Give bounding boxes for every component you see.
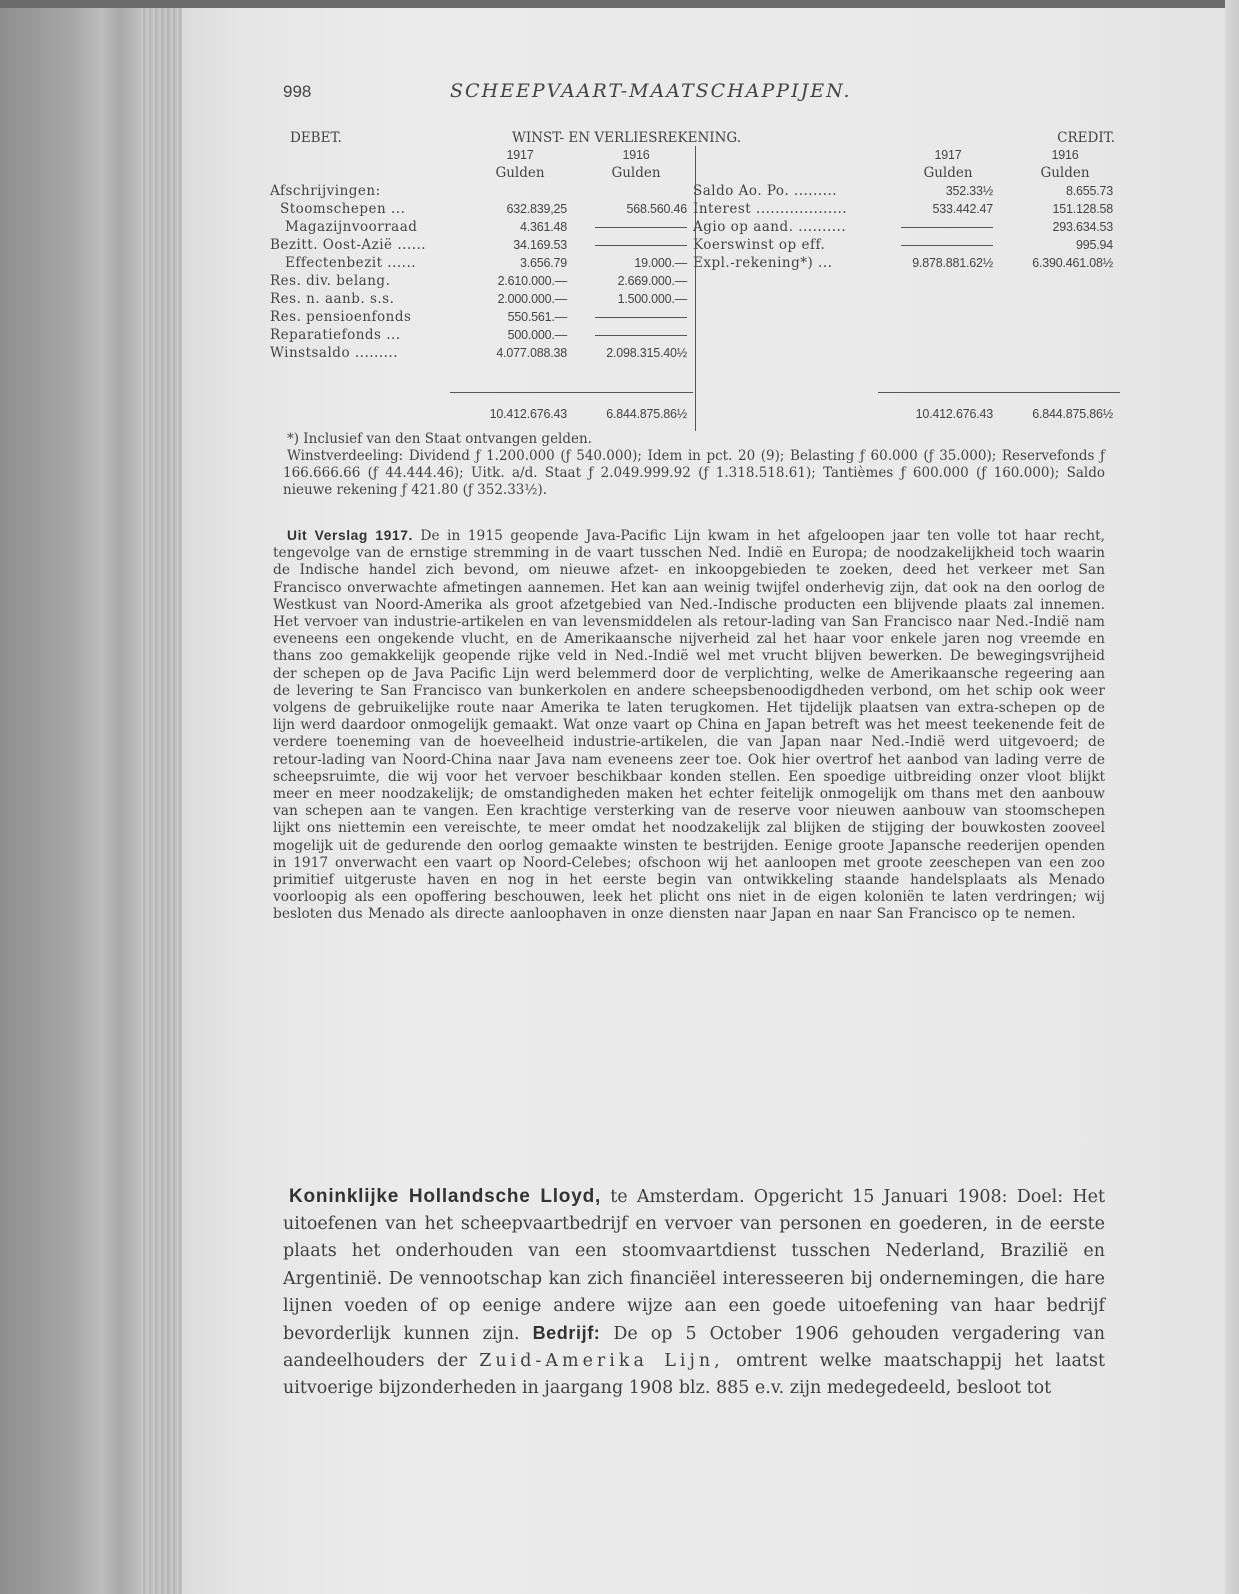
company-description: te Amsterdam. Opgericht 15 Januari 1908: Doel: Het uitoefenen van het scheepvaartbedrijf en vervoer van personen en goederen, in de eerste plaats het onderhouden van een stoomvaartdienst tusschen Nederland, Brazilië en Argentinië. De vennootschap kan zich financiëel interesseeren bij ondernemingen, die hare lijnen voeden of op eenige andere wijze aan een goede uitoefening van haar bedrijf bevorderlijk kunnen zijn.	[283, 1187, 1105, 1345]
zuid-amerika-lijn: Zuid-Amerika Lijn,	[479, 1351, 724, 1372]
page-number: 998	[283, 82, 312, 101]
footnote-block	[283, 431, 1105, 499]
credit-unit-1916: Gulden	[1040, 165, 1090, 181]
bedrijf-label: Bedrijf:	[532, 1323, 601, 1344]
report-1917-paragraph	[273, 527, 1105, 924]
credit-unit-1917: Gulden	[923, 165, 973, 181]
empty-dash	[595, 317, 687, 318]
report-text: De in 1915 geopende Java-Pacific Lijn kwam in het afgeloopen jaar ten volle tot haar recht, tengevolge van de ernstige stremming in de vaart tusschen Ned. Indië en Europa; de noodzakelijkheid toch waarin de Indische handel zich bevond, om nieuwe afzet- en inkoopgebieden te zoeken, deed het verkeer met San Francisco onverwachte afmetingen aannemen. Het kan aan weinig twijfel onderhevig zijn, dat ook na den oorlog de Westkust van Noord-Amerika als groot afzetgebied van Ned.-Indische producten een blijvende plaats zal innemen. Het vervoer van industrie-artikelen en van levensmiddelen als retour-lading van San Francisco naar Ned.-Indië nam eveneens een ongekende vlucht, en de Amerikaansche nijverheid zal het haar voor enkele jaren nog vreemde en thans zoo gemakkelijk geopende rijke veld in Ned.-Indië wel met vrucht blijven bewerken. De bewegingsvrijheid der schepen op de Java Pacific Lijn werd belemmerd door de verplichting, welke de Amerikaansche regeering aan de levering te San Francisco van bunkerkolen en andere scheepsbenoodigdheden verbond, om het schip ook weer volgens de gebruikelijke route naar Amerika te laten terugkomen. Het tijdelijk plaatsen van extra-schepen op de lijn werd daardoor onmogelijk gemaakt. Wat onze vaart op China en Japan betreft was het meest teekenende feit de verdere toeneming van de hoeveelheid industrie-artikelen, die van Japan naar Ned.-Indië werd uitgevoerd; de retour-lading van Noord-China naar Java nam eveneens zeer toe. Ook hier overtrof het aanbod van lading verre de scheepsruimte, die wij voor het vervoer beschikbaar konden stellen. Een spoedige uitbreiding onzer vloot blijkt meer en meer noodzakelijk; de omstandigheden maken het echter feitelijk onmogelijk om thans met den aanbouw van schepen aan te vangen. Een krachtige versterking van de reserve voor nieuwen aanbouw van stoomschepen lijkt ons niettemin een vereischte, te meer omdat het noodzakelijk zal blijken de stijging der bouwkosten zooveel mogelijk uit de gedurende den oorlog gemaakte winsten te bestrijden. Eenige groote Japansche reederijen openden in 1917 onverwacht een vaart op Noord-Celebes; ofschoon wij het aanloopen met groote zeeschepen van een zoo primitief uitgeruste haven en nog in het eerste begin van ontwikkeling staande handelsplaats als Menado voorloopig als een opoffering beschouwen, leek het plicht ons niet in de eigen koloniën te laten verdringen; wij besloten dus Menado als directe aanloophaven in onze diensten naar Japan en naar San Francisco op te nemen.	[273, 528, 1106, 923]
book-top-edge	[0, 0, 1239, 8]
profit-loss-account: DEBET. WINST- EN VERLIESREKENING. CREDIT. 1917 1916 Gulden Gulden 1917 1916 Gulden Gulden Afschrijvingen: Stoomschepen ... 632.839,25 568.560.46 Magazijnvoorraad 4.361.48 Bezitt. Oost-Azië ...... 34.169.53 Effectenbezit ...... 3.656.79 19.000.— Res. div. belang. 2.610.000.— 2.669.000.— Res. n. aanb. s.s. 2.000.000.— 1.500.000.— Res. pensioenfonds 550.561.— Reparatiefonds ... 500.000.— Winstsaldo ......... 4.077.088.38 2.098.315.40½ Saldo Ao. Po. ......... 352.33½ 8.655.73 Interest ................... 533.442.47 151.128.58 Agio op aand. .......... 293.634.53 Koerswinst op eff. 995.94 Expl.-rekening*) ... 9.878.881.62½ 6.390.461.08½ 10.412.676.43 6.844.875.86½ 10.412.676.43 6.844.875.86½	[270, 130, 1120, 148]
debet-unit-1917: Gulden	[495, 165, 545, 181]
credit-year-1916: 1916	[1051, 148, 1079, 162]
empty-dash	[595, 227, 687, 228]
profit-distribution: Winstverdeeling: Dividend ƒ 1.200.000 (ƒ 540.000); Idem in pct. 20 (9); Belasting ƒ 60.000 (ƒ 35.000); Reservefonds ƒ 166.666.66 (ƒ 44.444.46); Uitk. a/d. Staat ƒ 2.049.999.92 (ƒ 1.318.518.61); Tantièmes ƒ 600.000 (ƒ 160.000); Saldo nieuwe rekening ƒ 421.80 (ƒ 352.33½).	[283, 448, 1105, 498]
credit-label: CREDIT.	[1057, 130, 1115, 146]
debet-label: DEBET.	[290, 130, 342, 146]
empty-dash	[595, 245, 687, 246]
footnote: *) Inclusief van den Staat ontvangen gelden.	[287, 431, 592, 447]
debet-year-1917: 1917	[506, 148, 534, 162]
empty-dash	[901, 227, 993, 228]
debet-year-1916: 1916	[622, 148, 650, 162]
company-business-text: De op 5 October 1906 gehouden vergadering van aandeelhouders der	[283, 1324, 1105, 1372]
page-edges	[140, 0, 185, 1594]
debet-unit-1916: Gulden	[611, 165, 661, 181]
right-page-edge	[1225, 0, 1239, 1594]
company-business-text-cont: omtrent welke maatschappij het laatst uitvoerige bijzonderheden in jaargang 1908 blz. 885 e.v. zijn medegedeeld, besloot tot	[283, 1351, 1105, 1399]
account-title: WINST- EN VERLIESREKENING.	[512, 130, 742, 146]
empty-dash	[901, 245, 993, 246]
company-entry	[283, 1183, 1105, 1403]
debet-sum-rule	[450, 392, 693, 393]
empty-dash	[595, 335, 687, 336]
credit-year-1917: 1917	[934, 148, 962, 162]
running-head: SCHEEPVAART-MAATSCHAPPIJEN.	[450, 80, 852, 102]
credit-sum-rule	[878, 392, 1120, 393]
report-heading: Uit Verslag 1917.	[287, 528, 413, 543]
company-name: Koninklijke Hollandsche Lloyd,	[289, 1186, 602, 1207]
